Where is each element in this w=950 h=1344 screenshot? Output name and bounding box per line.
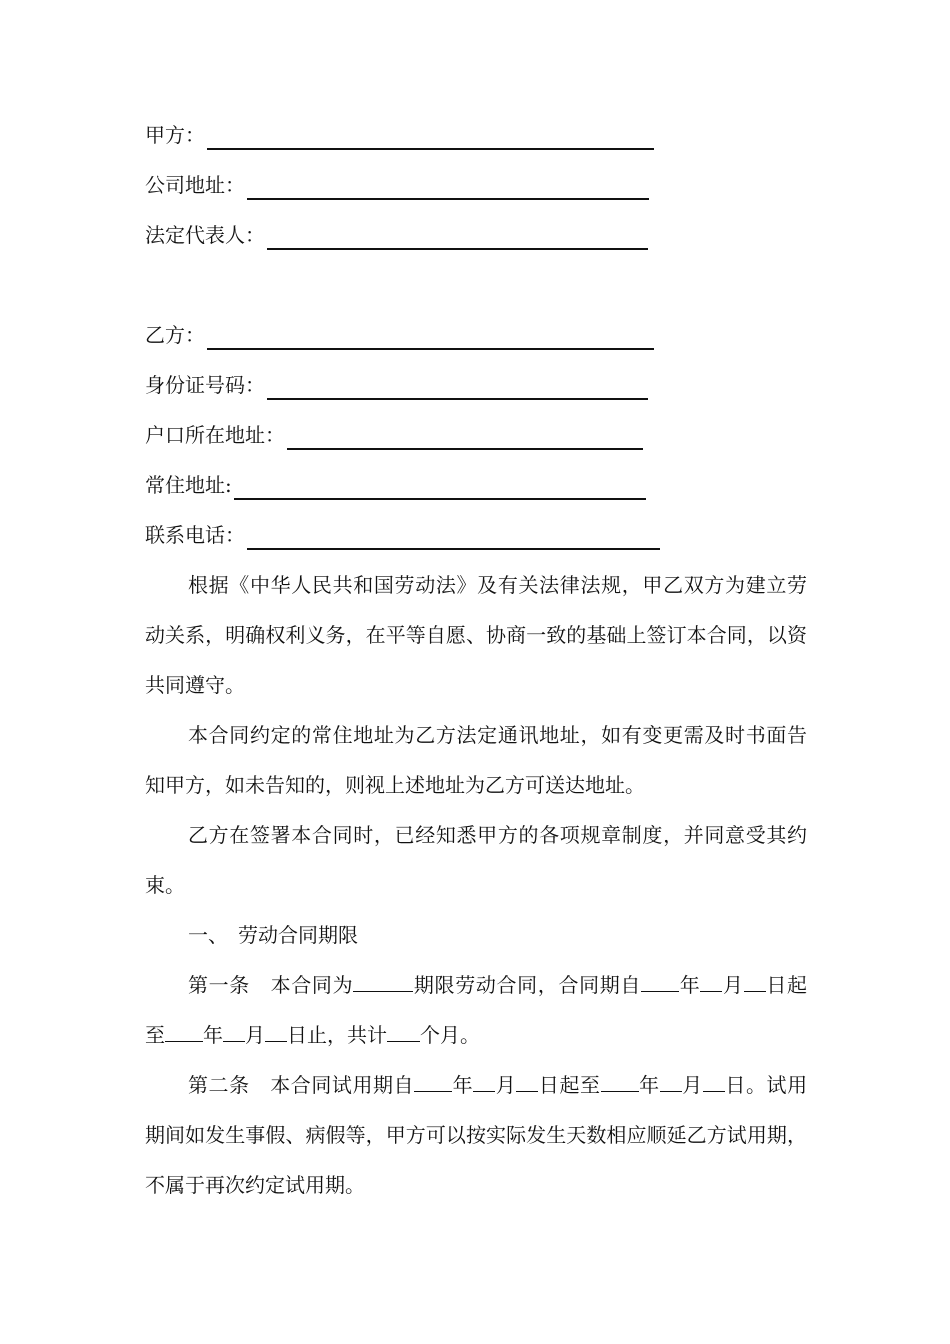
article-2-text-4: 日起至 bbox=[538, 1073, 601, 1097]
article-1-text-8: 日止，共计 bbox=[287, 1023, 387, 1047]
party-b-name-label: 乙方： bbox=[145, 323, 205, 347]
article-1-text-6: 年 bbox=[203, 1023, 223, 1047]
rules-paragraph: 乙方在签署本合同时，已经知悉甲方的各项规章制度，并同意受其约束。 bbox=[145, 823, 807, 897]
article-2-text-7: 日。试用期间如发生事假、病假等，甲方可以按实际发生天数相应顺延乙方试用期，不属于再次约定试用期。 bbox=[145, 1073, 808, 1197]
total-months-blank[interactable] bbox=[387, 1021, 420, 1042]
hukou-address-row bbox=[145, 420, 643, 450]
company-address-field[interactable] bbox=[247, 176, 649, 200]
phone-row bbox=[145, 520, 660, 550]
end-year-blank[interactable] bbox=[165, 1021, 203, 1042]
id-number-row bbox=[145, 370, 648, 400]
trial-end-day-blank[interactable] bbox=[703, 1071, 725, 1092]
article-1-text-2: 期限劳动合同，合同期自 bbox=[413, 973, 642, 997]
hukou-address-label: 户口所在地址： bbox=[145, 423, 285, 447]
article-1-text-4: 月 bbox=[722, 973, 744, 997]
article-1-text-3: 年 bbox=[679, 973, 701, 997]
article-1-text-1: 第一条 本合同为 bbox=[188, 973, 354, 997]
start-month-blank[interactable] bbox=[700, 971, 722, 992]
section-heading-term: 一、 劳动合同期限 bbox=[188, 923, 358, 947]
article-1-text-9: 个月。 bbox=[420, 1023, 480, 1047]
end-month-blank[interactable] bbox=[223, 1021, 245, 1042]
end-day-blank[interactable] bbox=[265, 1021, 287, 1042]
article-1-text-7: 月 bbox=[245, 1023, 265, 1047]
legal-rep-label: 法定代表人： bbox=[145, 223, 265, 247]
start-day-blank[interactable] bbox=[744, 971, 766, 992]
trial-start-day-blank[interactable] bbox=[516, 1071, 538, 1092]
party-a-name-row bbox=[145, 120, 654, 150]
trial-end-year-blank[interactable] bbox=[601, 1071, 639, 1092]
article-1-text-5: 日起至 bbox=[145, 973, 808, 1047]
article-2-paragraph bbox=[145, 1060, 807, 1210]
phone-label: 联系电话： bbox=[145, 523, 245, 547]
phone-field[interactable] bbox=[247, 526, 660, 550]
legal-rep-row bbox=[145, 220, 648, 250]
legal-rep-field[interactable] bbox=[267, 226, 648, 250]
company-address-row bbox=[145, 170, 649, 200]
contract-type-blank[interactable] bbox=[353, 971, 413, 992]
article-1-paragraph bbox=[145, 960, 807, 1060]
address-notice-paragraph: 本合同约定的常住地址为乙方法定通讯地址，如有变更需及时书面告知甲方，如未告知的，则视上述地址为乙方可送达地址。 bbox=[145, 723, 807, 797]
party-a-name-field[interactable] bbox=[207, 126, 654, 150]
residence-address-label: 常住地址: bbox=[145, 473, 232, 497]
company-address-label: 公司地址： bbox=[145, 173, 245, 197]
party-b-name-field[interactable] bbox=[207, 326, 654, 350]
residence-address-field[interactable] bbox=[234, 476, 646, 500]
id-number-field[interactable] bbox=[267, 376, 648, 400]
hukou-address-field[interactable] bbox=[287, 426, 643, 450]
start-year-blank[interactable] bbox=[641, 971, 679, 992]
article-2-text-2: 年 bbox=[452, 1073, 474, 1097]
article-2-text-3: 月 bbox=[495, 1073, 517, 1097]
id-number-label: 身份证号码： bbox=[145, 373, 265, 397]
trial-end-month-blank[interactable] bbox=[660, 1071, 682, 1092]
trial-start-year-blank[interactable] bbox=[414, 1071, 452, 1092]
article-2-text-5: 年 bbox=[638, 1073, 660, 1097]
preamble-paragraph: 根据《中华人民共和国劳动法》及有关法律法规，甲乙双方为建立劳动关系，明确权利义务，在平等自愿、协商一致的基础上签订本合同，以资共同遵守。 bbox=[145, 573, 807, 697]
residence-address-row bbox=[145, 470, 646, 500]
article-2-text-1: 第二条 本合同试用期自 bbox=[188, 1073, 415, 1097]
party-a-name-label: 甲方： bbox=[145, 123, 205, 147]
party-b-name-row bbox=[145, 320, 654, 350]
trial-start-month-blank[interactable] bbox=[473, 1071, 495, 1092]
article-2-text-6: 月 bbox=[681, 1073, 703, 1097]
